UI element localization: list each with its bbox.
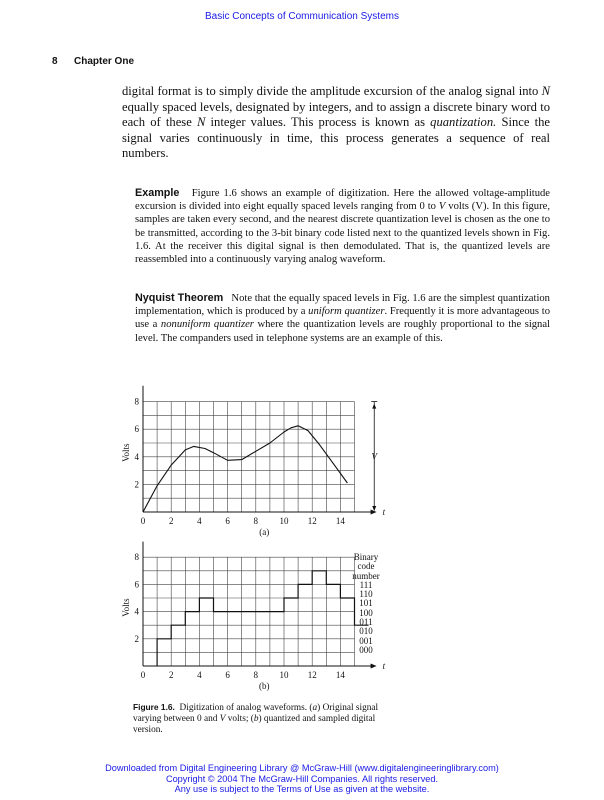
example-paragraph: Example Figure 1.6 shows an example of digitization. Here the allowed voltage-amplitude excursion is divided into eight equally spaced levels ranging from 0 to V volts (V). In this figure, samples are taken every second, and the nearest discrete quantization level is chosen as the one to be transmitted, according to the 3-bit binary code listed next to the quantized levels shown in Fig. 1.6. At the receiver this digital signal is then demodulated. That is, the quantized levels are reassembled into a continuously varying analog waveform. bbox=[135, 187, 550, 266]
panel-label: (a) bbox=[259, 527, 270, 537]
code-entry: 100 bbox=[359, 607, 373, 618]
page-number: 8 bbox=[52, 56, 58, 67]
y-tick-label: 8 bbox=[134, 396, 139, 407]
code-title-line: Binary bbox=[353, 552, 379, 562]
x-tick-label: 12 bbox=[307, 516, 317, 526]
x-tick-label: 0 bbox=[140, 516, 146, 526]
footer bbox=[0, 763, 604, 795]
binary-code-legend bbox=[344, 553, 388, 655]
chapter-title: Chapter One bbox=[74, 56, 135, 67]
example-heading: Example bbox=[135, 187, 180, 199]
code-entry: 000 bbox=[359, 644, 373, 655]
y-axis-label: Volts bbox=[121, 598, 131, 617]
x-tick-label: 14 bbox=[335, 516, 345, 526]
y-tick-label: 2 bbox=[134, 633, 139, 644]
nyquist-paragraph: Nyquist Theorem Note that the equally spaced levels in Fig. 1.6 are the simplest quantization implementation, which is produced by a uniform quantizer. Frequently it is more advantageous to use a nonuniform quantizer where the quantization levels are roughly proportional to the signal level. The companders used in telephone systems are an example of this. bbox=[135, 292, 551, 344]
x-tick-label: 8 bbox=[253, 516, 259, 526]
x-tick-label: 12 bbox=[307, 670, 317, 680]
x-tick-label: 6 bbox=[225, 670, 230, 680]
y-tick-label: 8 bbox=[134, 552, 139, 563]
x-tick-label: 14 bbox=[335, 670, 345, 680]
x-axis-arrow bbox=[371, 510, 377, 515]
nyquist-heading: Nyquist Theorem bbox=[135, 292, 224, 304]
y-tick-label: 6 bbox=[134, 424, 139, 435]
range-marker-arrow-top bbox=[372, 404, 376, 409]
x-tick-label: 0 bbox=[140, 670, 146, 680]
code-entry: 010 bbox=[359, 626, 373, 637]
panel-label: (b) bbox=[259, 681, 270, 691]
code-entry: 011 bbox=[359, 617, 373, 628]
x-tick-label: 8 bbox=[253, 670, 259, 680]
code-title-line: code bbox=[357, 561, 375, 572]
x-tick-label: 4 bbox=[197, 670, 202, 680]
y-tick-label: 4 bbox=[134, 606, 139, 617]
y-tick-label: 6 bbox=[134, 579, 139, 590]
figure-caption: Figure 1.6. Digitization of analog waveforms. (a) Original signal varying between 0 and V volts; (b) quantized and sampled digital version. bbox=[133, 702, 379, 735]
code-title-line: number bbox=[352, 570, 380, 581]
y-axis-label: Volts bbox=[121, 443, 131, 462]
footer-download-link[interactable]: Downloaded from Digital Engineering Library @ McGraw-Hill (www.digitalengineeringlibrary.com) bbox=[105, 763, 499, 773]
x-axis-label: t bbox=[382, 507, 386, 517]
x-axis-arrow bbox=[371, 664, 377, 669]
code-entry: 111 bbox=[359, 579, 373, 590]
code-entry: 101 bbox=[359, 598, 373, 609]
quantized-staircase bbox=[157, 571, 369, 666]
x-tick-label: 2 bbox=[168, 670, 174, 680]
x-tick-label: 4 bbox=[197, 516, 202, 526]
x-axis-label: t bbox=[382, 661, 386, 671]
x-tick-label: 2 bbox=[168, 516, 174, 526]
code-entry: 001 bbox=[359, 635, 373, 646]
x-tick-label: 10 bbox=[279, 670, 289, 680]
footer-copyright: Copyright © 2004 The McGraw-Hill Companies. All rights reserved. bbox=[165, 773, 439, 784]
y-tick-label: 4 bbox=[134, 451, 139, 462]
range-marker-arrow-bottom bbox=[372, 506, 376, 511]
caption-label: Figure 1.6. bbox=[133, 702, 175, 712]
code-entry: 110 bbox=[359, 589, 373, 600]
x-tick-label: 6 bbox=[225, 516, 230, 526]
signal-curve bbox=[143, 426, 347, 512]
x-tick-label: 10 bbox=[279, 516, 289, 526]
range-marker-label: V bbox=[371, 451, 377, 462]
y-tick-label: 2 bbox=[134, 479, 139, 490]
header-link[interactable]: Basic Concepts of Communication Systems bbox=[205, 11, 399, 22]
body-paragraph: digital format is to simply divide the amplitude excursion of the analog signal into N equally spaced levels, designated by integers, and to assign a discrete binary word to each of these N integer values. This process is known as quantization. Since the signal varies continuously in time, this process generates a sequence of real numbers. bbox=[122, 84, 550, 160]
footer-terms-link[interactable]: Any use is subject to the Terms of Use as given at the website. bbox=[174, 784, 430, 794]
